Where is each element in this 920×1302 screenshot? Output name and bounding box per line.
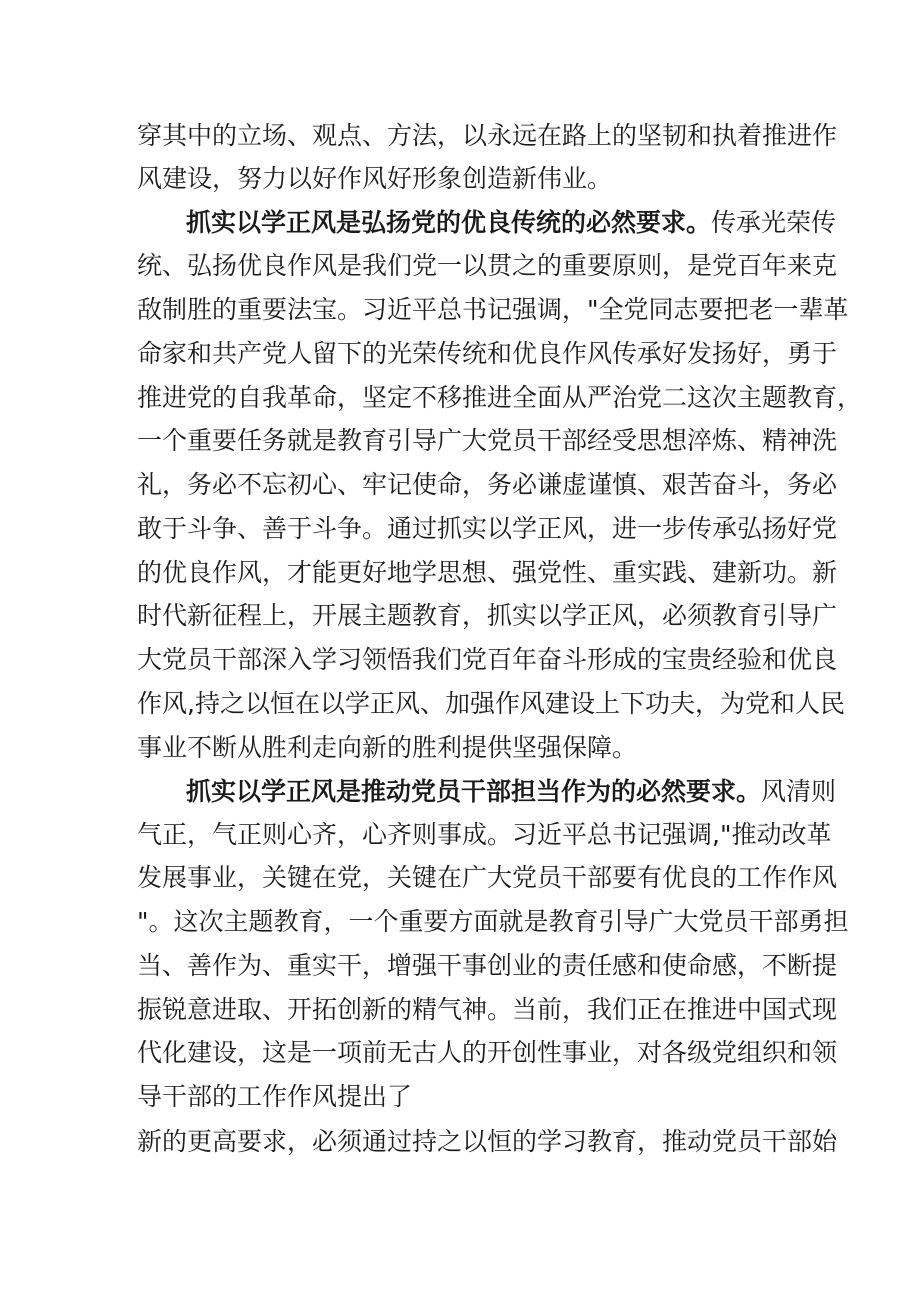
paragraph-first-line bbox=[186, 203, 837, 243]
text-line: 礼，务必不忘初心、牢记使命，务必谦虚谨慎、艰苦奋斗，务必 bbox=[137, 470, 838, 499]
text-line: 一个重要任务就是教育引导广大党员干部经受思想淬炼、精神洗 bbox=[137, 426, 838, 455]
text-line: 命家和共产党人留下的光荣传统和优良作风传承好发扬好，勇于 bbox=[137, 339, 838, 368]
text-line: 穿其中的立场、观点、方法，以永远在路上的坚韧和执着推进作 bbox=[137, 121, 838, 150]
text-line: 当、善作为、重实干，增强干事创业的责任感和使命感，不断提 bbox=[137, 951, 838, 980]
text-line: 作风,持之以恒在以学正风、加强作风建设上下功夫，为党和人民 bbox=[137, 689, 845, 718]
text-line: 代化建设，这是一项前无古人的开创性事业，对各级党组织和领 bbox=[137, 1038, 838, 1067]
text-line: 发展事业，关键在党，关键在广大党员干部要有优良的工作作风 bbox=[137, 863, 838, 892]
text-line: 大党员干部深入学习领悟我们党百年奋斗形成的宝贵经验和优良 bbox=[137, 645, 838, 674]
text-line: 推进党的自我革命，坚定不移推进全面从严治党二这次主题教育， bbox=[137, 383, 863, 412]
paragraph-text: 传承光荣传 bbox=[711, 208, 837, 237]
text-line: 气正，气正则心齐，心齐则事成。习近平总书记强调,"推动改革 bbox=[137, 820, 832, 849]
paragraph-heading: 抓实以学正风是弘扬党的优良传统的必然要求。 bbox=[186, 208, 712, 237]
text-line: 风建设，努力以好作风好形象创造新伟业。 bbox=[137, 164, 613, 193]
text-line: 敌制胜的重要法宝。习近平总书记强调，"全党同志要把老一辈革 bbox=[137, 295, 849, 324]
paragraph-text: 风清则 bbox=[761, 777, 837, 806]
text-line: 导干部的工作作风提出了 bbox=[137, 1082, 413, 1111]
paragraph-first-line bbox=[186, 772, 837, 812]
text-line: 时代新征程上，开展主题教育，抓实以学正风，必须教育引导广 bbox=[137, 601, 838, 630]
text-line: 敢于斗争、善于斗争。通过抓实以学正风，进一步传承弘扬好党 bbox=[137, 514, 838, 543]
text-line: 事业不断从胜利走向新的胜利提供坚强保障。 bbox=[137, 733, 638, 762]
text-line: 的优良作风，才能更好地学思想、强党性、重实践、建新功。新 bbox=[137, 558, 838, 587]
text-line: 振锐意进取、开拓创新的精气神。当前，我们正在推进中国式现 bbox=[137, 995, 838, 1024]
paragraph-heading: 抓实以学正风是推动党员干部担当作为的必然要求。 bbox=[186, 777, 762, 806]
text-line: 统、弘扬优良作风是我们党一以贯之的重要原则，是党百年来克 bbox=[137, 251, 838, 280]
text-line: 新的更高要求，必须通过持之以恒的学习教育，推动党员干部始 bbox=[137, 1127, 838, 1156]
text-line: "。这次主题教育，一个重要方面就是教育引导广大党员干部勇担 bbox=[137, 907, 849, 936]
